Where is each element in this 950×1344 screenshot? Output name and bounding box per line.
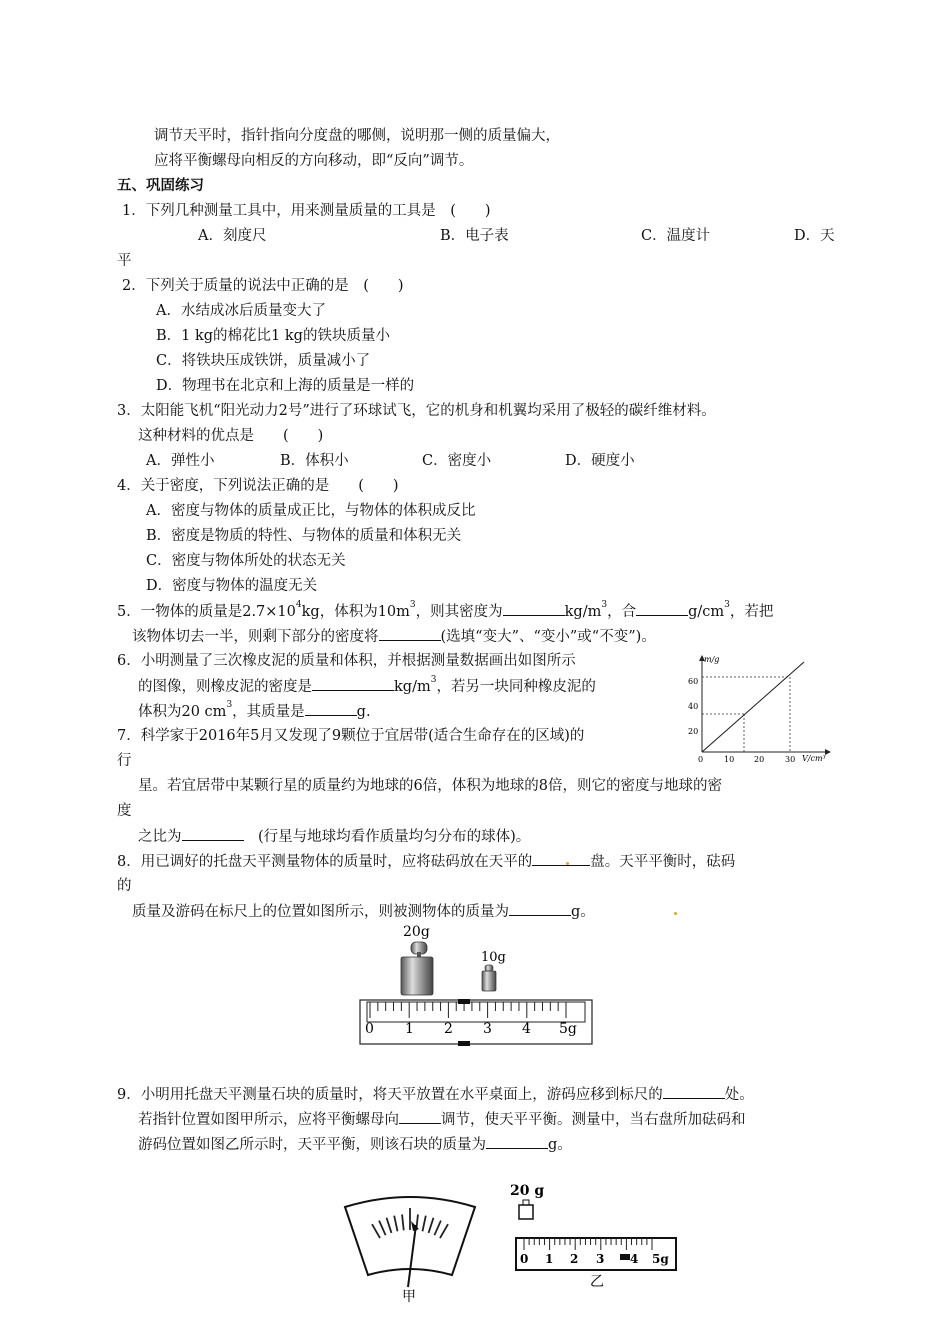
q1-option-a: A．刻度尺: [198, 228, 267, 244]
q4-stem: 4．关于密度，下列说法正确的是 ( ): [117, 478, 399, 494]
q4-option-d: D．密度与物体的温度无关: [146, 578, 318, 594]
ruler-label: 5g: [559, 1021, 577, 1037]
graph-x-tick: 10: [724, 755, 735, 764]
ruler-label: 4: [630, 1252, 639, 1266]
q3-option-d: D．硬度小: [565, 453, 635, 469]
q4-option-b: B．密度是物质的特性、与物体的质量和体积无关: [146, 528, 462, 544]
ruler-label: 4: [522, 1021, 531, 1037]
q2-option-b: B．1 kg的棉花比1 kg的铁块质量小: [156, 328, 390, 344]
q3-option-c: C．密度小: [422, 453, 492, 469]
q8-line-1: 8．用已调好的托盘天平测量物体的质量时，应将砝码放在天平的 盘。天平平衡时，砝码: [117, 851, 735, 872]
q3-stem-2: 这种材料的优点是 ( ): [138, 428, 324, 444]
q4-option-c: C．密度与物体所处的状态无关: [146, 553, 346, 569]
weight-10g-label: 10g: [481, 950, 506, 965]
q2-option-a: A．水结成冰后质量变大了: [156, 303, 326, 319]
q3-option-a: A．弹性小: [146, 453, 215, 469]
q3-stem: 3．太阳能飞机“阳光动力2号”进行了环球试飞，它的机身和机翼均采用了极轻的碳纤维材料。: [117, 403, 716, 419]
q1-option-c: C．温度计: [641, 228, 711, 244]
ruler-label: 0: [520, 1252, 529, 1266]
mass-volume-graph: [680, 650, 840, 766]
q6-blank-density[interactable]: [312, 676, 394, 691]
q1-stem: 1．下列几种测量工具中，用来测量质量的工具是 ( ): [122, 203, 491, 219]
q6-line-2: 的图像，则橡皮泥的密度是 $kg/m^3$，若另一块同种橡皮泥的: [138, 675, 596, 695]
intro-line-1: 调节天平时，指针指向分度盘的哪侧，说明那一侧的质量偏大，: [154, 128, 560, 144]
rider-marker: [458, 999, 470, 1004]
ruler-label: 0: [365, 1021, 374, 1037]
graph-x-tick: 0: [698, 755, 704, 764]
q1-option-b: B．电子表: [440, 228, 509, 244]
q1-option-d: D．天: [794, 228, 835, 244]
q9-blank-direction[interactable]: [399, 1109, 441, 1124]
ruler-label: 5g: [652, 1252, 669, 1266]
q5-blank-density-kg[interactable]: [503, 601, 565, 616]
q2-stem: 2．下列关于质量的说法中正确的是 ( ): [122, 278, 404, 294]
q7-line-2: 星。若宜居带中某颗行星的质量约为地球的6倍，体积为地球的8倍，则它的密度与地球的密: [138, 778, 722, 794]
ruler-label: 1: [405, 1021, 414, 1037]
q7-line-1: 7．科学家于2016年5月又发现了9颗位于宜居带(适合生命存在的区域)的: [117, 728, 585, 744]
q8-blank-mass[interactable]: [509, 901, 571, 916]
q5-line-1: 5．一物体的质量是$2.7\times 10^4kg$，体积为$10m^3$，则其密度为 $kg/m^3$，合 $g/cm^3$，若把: [117, 600, 774, 620]
graph-line: [702, 662, 804, 752]
q9-line-2: 若指针位置如图甲所示，应将平衡螺母向 调节，使天平平衡。测量中，当右盘所加砝码和: [138, 1109, 746, 1130]
weight-20g-icon: [401, 942, 433, 995]
q8-line-2: 质量及游码在标尺上的位置如图所示，则被测物体的质量为 g。: [132, 901, 595, 922]
q8-balance-figure: [355, 920, 595, 1050]
mark-dot: [674, 912, 677, 915]
q9-line-3: 游码位置如图乙所示时，天平平衡，则该石块的质量为 g。: [138, 1134, 572, 1155]
q9-dial-figure: [340, 1195, 480, 1305]
q5-blank-remaining[interactable]: [379, 626, 441, 641]
q8-line-1-wrap: 的: [117, 878, 132, 894]
graph-x-tick: 20: [754, 755, 765, 764]
weight-20g-label: 20g: [403, 924, 430, 940]
weight-10g-icon: [482, 965, 496, 991]
section-title: 五、巩固练习: [117, 177, 204, 194]
weight-20g-label: 20 g: [510, 1183, 545, 1199]
graph-x-tick: 30: [785, 755, 796, 764]
ruler-label: 3: [596, 1252, 605, 1266]
graph-y-label: m/g: [704, 655, 720, 664]
q2-option-d: D．物理书在北京和上海的质量是一样的: [156, 378, 415, 394]
q9-line-1: 9．小明用托盘天平测量石块的质量时，将天平放置在水平桌面上，游码应移到标尺的 处。: [117, 1084, 754, 1105]
q9-blank-position[interactable]: [663, 1084, 725, 1099]
q1-option-d-wrap: 平: [117, 253, 132, 269]
graph-y-tick: 20: [688, 727, 699, 736]
q6-blank-mass[interactable]: [305, 701, 357, 716]
q5-blank-density-g[interactable]: [636, 601, 688, 616]
ruler-label: 1: [545, 1252, 554, 1266]
graph-y-tick: 40: [688, 702, 699, 711]
ruler-label: 2: [444, 1021, 453, 1037]
q5-line-2: 该物体切去一半，则剩下部分的密度将 (选填“变大”、“变小”或“不变”)。: [132, 626, 656, 647]
q4-option-a: A．密度与物体的质量成正比，与物体的体积成反比: [146, 503, 476, 519]
graph-y-tick: 60: [688, 677, 699, 686]
q9-blank-mass[interactable]: [486, 1134, 548, 1149]
ruler-label: 2: [570, 1252, 579, 1266]
q3-option-b: B．体积小: [280, 453, 349, 469]
ruler-label: 3: [483, 1021, 492, 1037]
intro-line-2: 应将平衡螺母向相反的方向移动，即“反向”调节。: [154, 153, 474, 169]
fig-label-jia: 甲: [402, 1289, 416, 1305]
q2-option-c: C．将铁块压成铁饼，质量减小了: [156, 353, 371, 369]
q8-blank-pan[interactable]: [532, 851, 590, 866]
q7-line-2-wrap: 度: [117, 803, 132, 819]
fig-label-yi: 乙: [590, 1274, 604, 1290]
rider-marker: [620, 1254, 630, 1260]
q9-ruler-figure: [510, 1180, 680, 1290]
q7-line-1-wrap: 行: [117, 753, 132, 769]
weight-20g-icon: [519, 1200, 533, 1219]
q7-blank-ratio[interactable]: [182, 826, 244, 841]
rider-marker-bottom: [458, 1041, 470, 1046]
q6-line-3: 体积为20 $cm^3$，其质量是 g.: [138, 700, 371, 720]
q6-line-1: 6．小明测量了三次橡皮泥的质量和体积，并根据测量数据画出如图所示: [117, 653, 576, 669]
mark-dot: [566, 862, 569, 865]
graph-x-label: V/cm³: [802, 754, 826, 763]
q7-line-3: 之比为 (行星与地球均看作质量均匀分布的球体)。: [138, 826, 530, 847]
